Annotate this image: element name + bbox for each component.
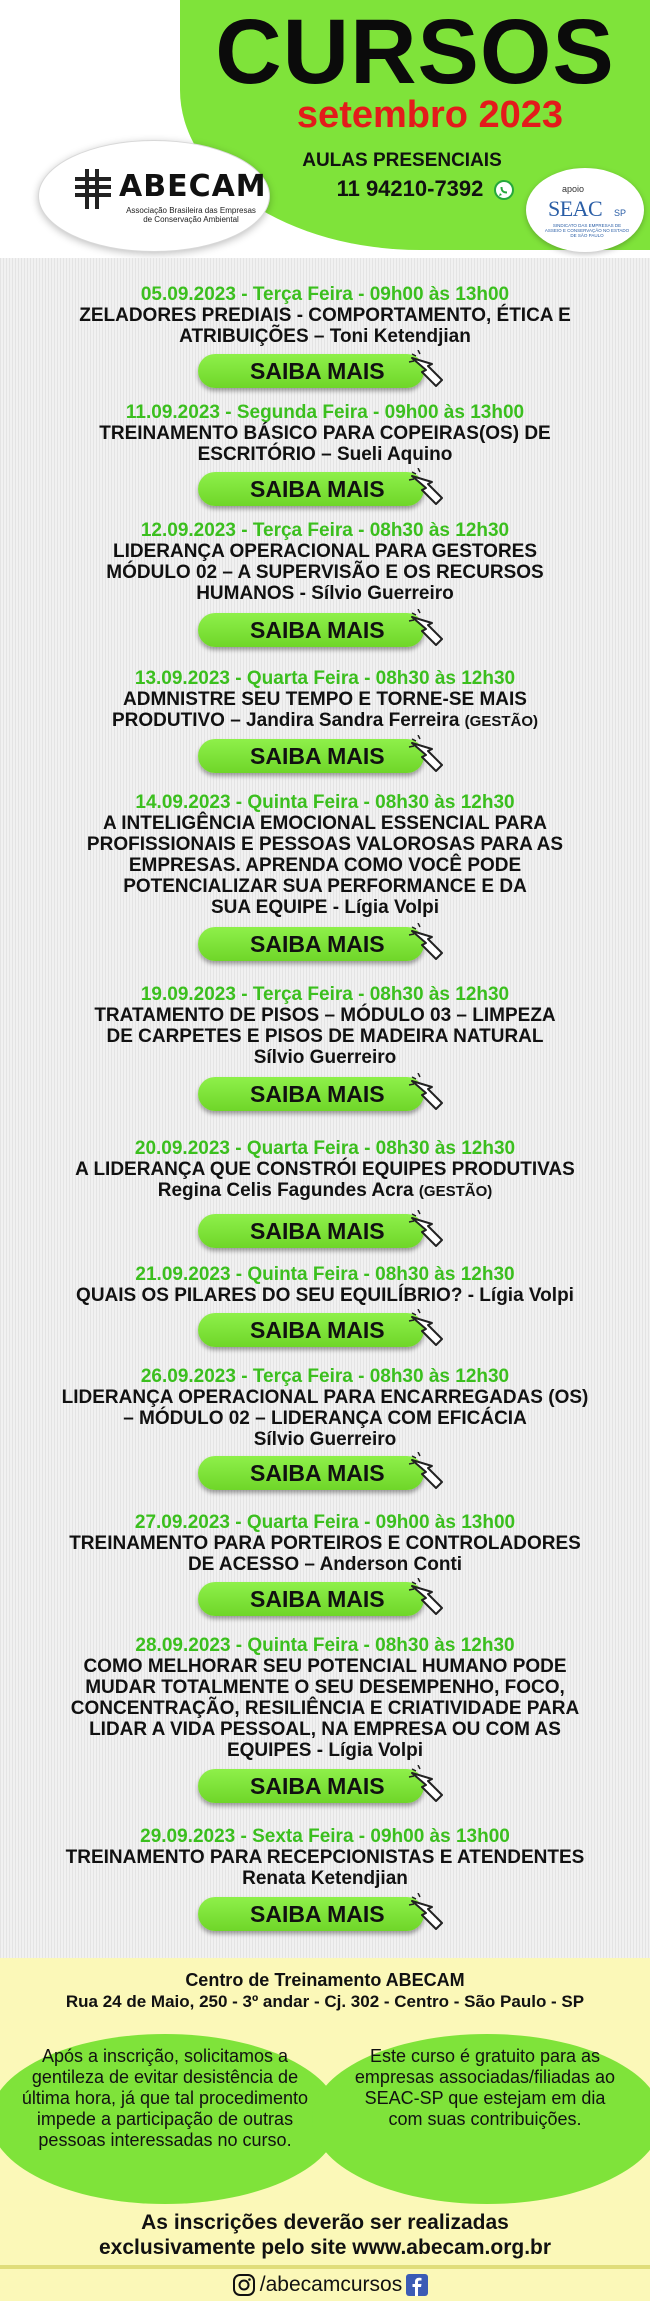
saiba-mais-label: SAIBA MAIS xyxy=(250,1772,385,1799)
abecam-wordmark: ABECAM xyxy=(119,169,267,204)
course-item xyxy=(0,1366,650,1450)
phone-number[interactable]: 11 94210-7392 xyxy=(336,176,484,201)
course-date: 27.09.2023 - Quarta Feira - 09h00 às 13h00 xyxy=(134,1512,516,1533)
saiba-mais-button[interactable] xyxy=(198,1897,424,1931)
page-subtitle: setembro 2023 xyxy=(296,94,564,136)
course-date: 12.09.2023 - Terça Feira - 08h30 às 12h30 xyxy=(140,520,510,541)
apoio-label: apoio xyxy=(562,184,585,194)
course-date: 21.09.2023 - Quinta Feira - 08h30 às 12h30 xyxy=(135,1264,515,1285)
course-title-line: MÓDULO 02 – A SUPERVISÃO E OS RECURSOS xyxy=(106,562,544,583)
seac-wordmark: SEAC xyxy=(548,196,603,221)
course-date: 26.09.2023 - Terça Feira - 08h30 às 12h30 xyxy=(140,1366,510,1387)
course-title-line: ZELADORES PREDIAIS - COMPORTAMENTO, ÉTICA E xyxy=(79,305,571,326)
header xyxy=(0,0,650,258)
facebook-icon[interactable] xyxy=(406,2274,428,2296)
abecam-caption: Associação Brasileira das Empresas de Conservação Ambiental xyxy=(126,206,256,224)
saiba-mais-label: SAIBA MAIS xyxy=(250,475,385,502)
course-title-line: Sílvio Guerreiro xyxy=(253,1429,397,1450)
course-item xyxy=(0,1512,650,1575)
course-title-line: A INTELIGÊNCIA EMOCIONAL ESSENCIAL PARA xyxy=(102,813,548,834)
course-title-line: Sílvio Guerreiro xyxy=(253,1047,397,1068)
saiba-mais-label: SAIBA MAIS xyxy=(250,357,385,384)
course-item xyxy=(0,984,650,1068)
course-date: 28.09.2023 - Quinta Feira - 08h30 às 12h30 xyxy=(135,1635,515,1656)
hand-pointer-icon xyxy=(406,1452,450,1494)
course-title-line: Renata Ketendjian xyxy=(242,1868,408,1889)
course-title-line: ADMNISTRE SEU TEMPO E TORNE-SE MAIS xyxy=(123,689,527,710)
saiba-mais-label: SAIBA MAIS xyxy=(250,1585,385,1612)
course-title-line: DE ACESSO – Anderson Conti xyxy=(187,1554,463,1575)
course-date: 19.09.2023 - Terça Feira - 08h30 às 12h30 xyxy=(140,984,510,1005)
course-title-line: TRATAMENTO DE PISOS – MÓDULO 03 – LIMPEZA xyxy=(94,1005,556,1026)
course-title-line: COMO MELHORAR SEU POTENCIAL HUMANO PODE xyxy=(83,1656,567,1677)
course-title-line: SUA EQUIPE - Lígia Volpi xyxy=(210,897,440,918)
course-title-line: TREINAMENTO PARA RECEPCIONISTAS E ATENDENTES xyxy=(65,1847,585,1868)
course-title-line: A LIDERANÇA QUE CONSTRÓI EQUIPES PRODUTIVAS xyxy=(75,1159,575,1180)
saiba-mais-label: SAIBA MAIS xyxy=(250,1080,385,1107)
course-title-line: EQUIPES - Lígia Volpi xyxy=(226,1740,423,1761)
course-title-line xyxy=(0,1180,650,1202)
saiba-mais-button[interactable] xyxy=(198,1769,424,1803)
footer-divider xyxy=(0,2265,650,2269)
course-title-line: HUMANOS - Sílvio Guerreiro xyxy=(196,583,454,604)
course-list xyxy=(0,258,650,1960)
saiba-mais-label: SAIBA MAIS xyxy=(250,1900,385,1927)
saiba-mais-button[interactable] xyxy=(198,1077,424,1111)
saiba-mais-button[interactable] xyxy=(198,1456,424,1490)
seac-sp: SP xyxy=(614,208,627,218)
saiba-mais-button[interactable] xyxy=(198,739,424,773)
aulas-presenciais-label: AULAS PRESENCIAIS xyxy=(302,150,502,171)
course-title-line: QUAIS OS PILARES DO SEU EQUILÍBRIO? - Lígia Volpi xyxy=(76,1285,574,1306)
hand-pointer-icon xyxy=(406,1073,450,1115)
course-date: 11.09.2023 - Segunda Feira - 09h00 às 13h00 xyxy=(125,402,525,423)
saiba-mais-label: SAIBA MAIS xyxy=(250,742,385,769)
cancellation-note: Após a inscrição, solicitamos a gentileza de evitar desistência de última hora, já que tal procedimento impede a participação de outras pessoas interessadas no curso. xyxy=(21,2046,309,2150)
abecam-mark-icon xyxy=(73,167,113,211)
course-item xyxy=(0,792,650,918)
course-title-line: POTENCIALIZAR SUA PERFORMANCE E DA xyxy=(123,876,527,897)
course-title-line xyxy=(0,710,650,732)
hand-pointer-icon xyxy=(406,609,450,651)
hand-pointer-icon xyxy=(406,350,450,392)
course-date: 29.09.2023 - Sexta Feira - 09h00 às 13h00 xyxy=(140,1826,510,1847)
saiba-mais-button[interactable] xyxy=(198,354,424,388)
course-item xyxy=(0,1826,650,1889)
instagram-icon[interactable] xyxy=(232,2273,256,2297)
course-title-line: PROFISSIONAIS E PESSOAS VALOROSAS PARA AS xyxy=(86,834,564,855)
course-title-line: TREINAMENTO PARA PORTEIROS E CONTROLADORES xyxy=(69,1533,581,1554)
saiba-mais-button[interactable] xyxy=(198,1313,424,1347)
social-links xyxy=(210,2271,450,2299)
page-title: CURSOS xyxy=(215,1,615,103)
hand-pointer-icon xyxy=(406,1309,450,1351)
saiba-mais-button[interactable] xyxy=(198,927,424,961)
saiba-mais-label: SAIBA MAIS xyxy=(250,1459,385,1486)
saiba-mais-label: SAIBA MAIS xyxy=(250,616,385,643)
course-title-line: ATRIBUIÇÕES – Toni Ketendjian xyxy=(179,326,471,347)
course-category-tag: (GESTÃO) xyxy=(418,1183,493,1200)
course-title-line: LIDERANÇA OPERACIONAL PARA ENCARREGADAS (OS) xyxy=(61,1387,589,1408)
saiba-mais-button[interactable] xyxy=(198,1214,424,1248)
saiba-mais-button[interactable] xyxy=(198,472,424,506)
course-item xyxy=(0,1635,650,1761)
course-date: 20.09.2023 - Quarta Feira - 08h30 às 12h30 xyxy=(134,1138,516,1159)
registration-notice xyxy=(0,2210,650,2260)
hand-pointer-icon xyxy=(406,1210,450,1252)
training-center-address: Rua 24 de Maio, 250 - 3º andar - Cj. 302 - Centro - São Paulo - SP xyxy=(65,1992,585,2011)
course-date: 13.09.2023 - Quarta Feira - 08h30 às 12h30 xyxy=(134,668,516,689)
hand-pointer-icon xyxy=(406,468,450,510)
training-center-name: Centro de Treinamento ABECAM xyxy=(185,1970,465,1990)
course-title-line: – MÓDULO 02 – LIDERANÇA COM EFICÁCIA xyxy=(123,1408,527,1429)
saiba-mais-button[interactable] xyxy=(198,613,424,647)
saiba-mais-button[interactable] xyxy=(198,1582,424,1616)
hand-pointer-icon xyxy=(406,1893,450,1935)
course-item xyxy=(0,1264,650,1306)
abecam-logo xyxy=(38,140,270,252)
course-title-text: PRODUTIVO – Jandira Sandra Ferreira xyxy=(111,710,460,731)
course-item xyxy=(0,402,650,465)
course-date: 05.09.2023 - Terça Feira - 09h00 às 13h00 xyxy=(140,284,510,305)
hand-pointer-icon xyxy=(406,923,450,965)
course-title-line: LIDAR A VIDA PESSOAL, NA EMPRESA OU COM AS xyxy=(89,1719,561,1740)
saiba-mais-label: SAIBA MAIS xyxy=(250,930,385,957)
whatsapp-icon[interactable] xyxy=(494,180,514,200)
course-title-line: DE CARPETES E PISOS DE MADEIRA NATURAL xyxy=(106,1026,544,1047)
course-title-line: EMPRESAS. APRENDA COMO VOCÊ PODE xyxy=(128,855,522,876)
course-title-line: MUDAR TOTALMENTE O SEU DESEMPENHO, FOCO, xyxy=(85,1677,565,1698)
hand-pointer-icon xyxy=(406,735,450,777)
course-title-line: CONCENTRAÇÃO, RESILIÊNCIA E CRIATIVIDADE PARA xyxy=(70,1698,580,1719)
course-item xyxy=(0,520,650,604)
course-item xyxy=(0,1138,650,1202)
course-item xyxy=(0,668,650,732)
hand-pointer-icon xyxy=(406,1765,450,1807)
saiba-mais-label: SAIBA MAIS xyxy=(250,1217,385,1244)
saiba-mais-label: SAIBA MAIS xyxy=(250,1316,385,1343)
course-title-line: ESCRITÓRIO – Sueli Aquino xyxy=(197,444,453,465)
seac-caption: SINDICATO DAS EMPRESAS DE ASSEIO E CONSERVAÇÃO NO ESTADO DE SÃO PAULO xyxy=(544,223,630,238)
course-title-line: TREINAMENTO BÁSICO PARA COPEIRAS(OS) DE xyxy=(99,423,551,444)
course-category-tag: (GESTÃO) xyxy=(464,713,539,730)
course-date: 14.09.2023 - Quinta Feira - 08h30 às 12h30 xyxy=(135,792,515,813)
free-course-note: Este curso é gratuito para as empresas associadas/filiadas ao SEAC-SP que estejam em dia com suas contribuições. xyxy=(354,2046,616,2129)
seac-logo xyxy=(526,168,644,252)
course-item xyxy=(0,284,650,347)
hand-pointer-icon xyxy=(406,1578,450,1620)
course-title-text: Regina Celis Fagundes Acra xyxy=(157,1180,414,1201)
course-title-line: LIDERANÇA OPERACIONAL PARA GESTORES xyxy=(112,541,538,562)
footer xyxy=(0,1958,650,2301)
registration-line: As inscrições deverão ser realizadas xyxy=(141,2211,509,2234)
registration-line[interactable]: exclusivamente pelo site www.abecam.org.br xyxy=(98,2236,552,2259)
social-handle[interactable]: /abecamcursos xyxy=(259,2273,403,2296)
